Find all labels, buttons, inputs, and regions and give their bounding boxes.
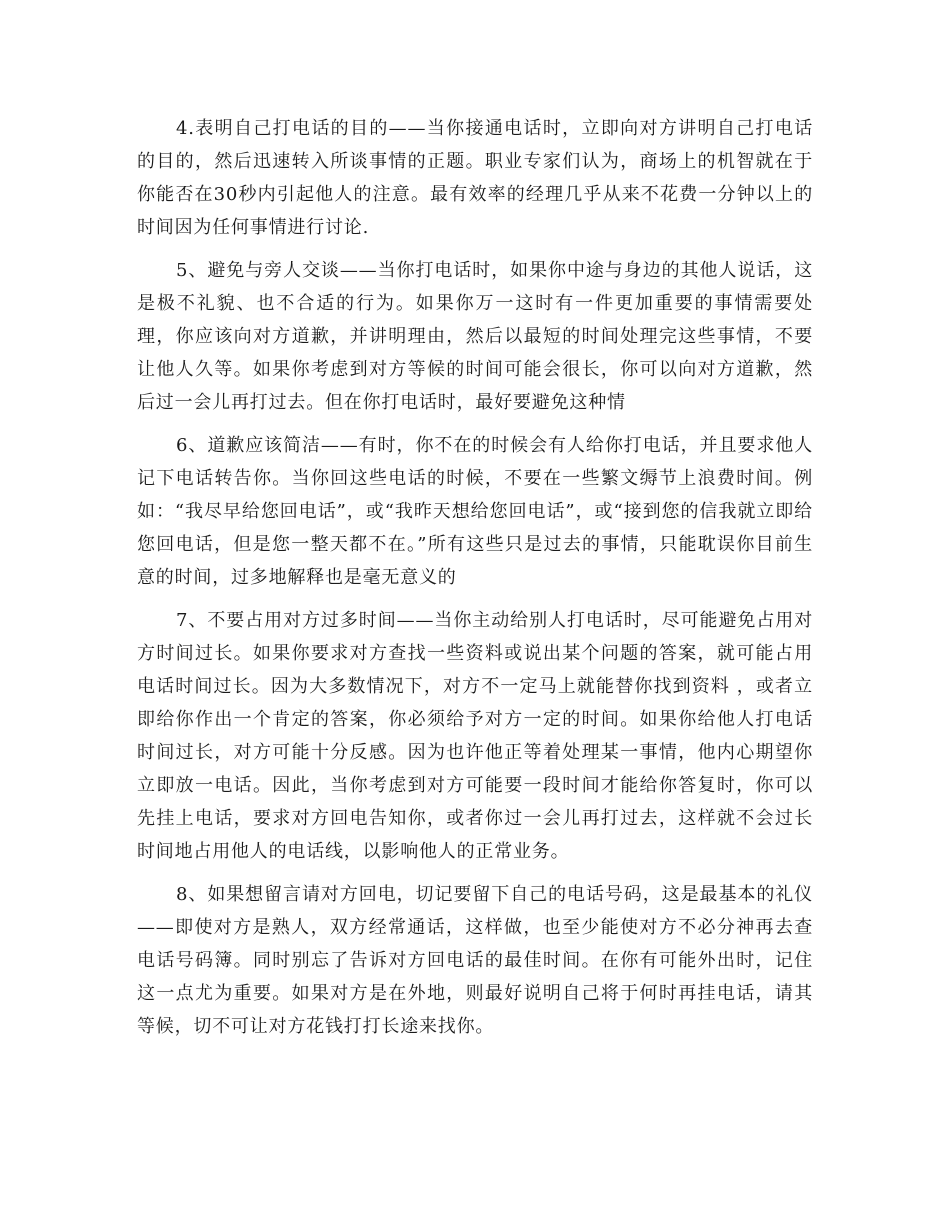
paragraph-item-7: 7、不要占用对方过多时间——当你主动给别人打电话时，尽可能避免占用对方时间过长。如果你要求对方查找一些资料或说出某个问题的答案，就可能占用电话时间过长。因为大多数情况下，对方不一定马上就能替你找到资料 ，或者立即给你作出一个肯定的答案，你必须给予对方一定的时间。如果你给他人打电话时间过长，对方可能十分反感。因为也许他正等着处理某一事情，他内心期望你立即放一电话。因此，当你考虑到对方可能要一段时间才能给你答复时，你可以先挂上电话，要求对方回电告知你，或者你过一会儿再打过去，这样就不会过长时间地占用他人的电话线，以影响他人的正常业务。: [137, 610, 813, 862]
paragraph-item-4: 4.表明自己打电话的目的——当你接通电话时，立即向对方讲明自己打电话的目的，然后迅速转入所谈事情的正题。职业专家们认为，商场上的机智就在于你能否在30秒内引起他人的注意。最有效率的经理几乎从来不花费一分钟以上的时间因为任何事情进行讨论.: [137, 118, 813, 238]
paragraph-item-8: 8、如果想留言请对方回电，切记要留下自己的电话号码，这是最基本的礼仪——即使对方是熟人，双方经常通话，这样做，也至少能使对方不必分神再去查电话号码簿。同时别忘了告诉对方回电话的最佳时间。在你有可能外出时，记住这一点尤为重要。如果对方是在外地，则最好说明自己将于何时再挂电话，请其等候，切不可让对方花钱打打长途来找你。: [137, 884, 813, 1037]
paragraph-item-6: 6、道歉应该简洁——有时，你不在的时候会有人给你打电话，并且要求他人记下电话转告你。当你回这些电话的时候，不要在一些繁文缛节上浪费时间。例如：“我尽早给您回电话”，或“我昨天想给您回电话”，或“接到您的信我就立即给您回电话，但是您一整天都不在。”所有这些只是过去的事情，只能耽误你目前生意的时间，过多地解释也是毫无意义的: [137, 435, 813, 588]
document-body: [137, 112, 813, 1053]
paragraph-item-5: 5、避免与旁人交谈——当你打电话时，如果你中途与身边的其他人说话，这是极不礼貌、也不合适的行为。如果你万一这时有一件更加重要的事情需要处理，你应该向对方道歉，并讲明理由，然后以最短的时间处理完这些事情，不要让他人久等。如果你考虑到对方等候的时间可能会很长，你可以向对方道歉，然后过一会儿再打过去。但在你打电话时，最好要避免这种情: [137, 260, 813, 413]
